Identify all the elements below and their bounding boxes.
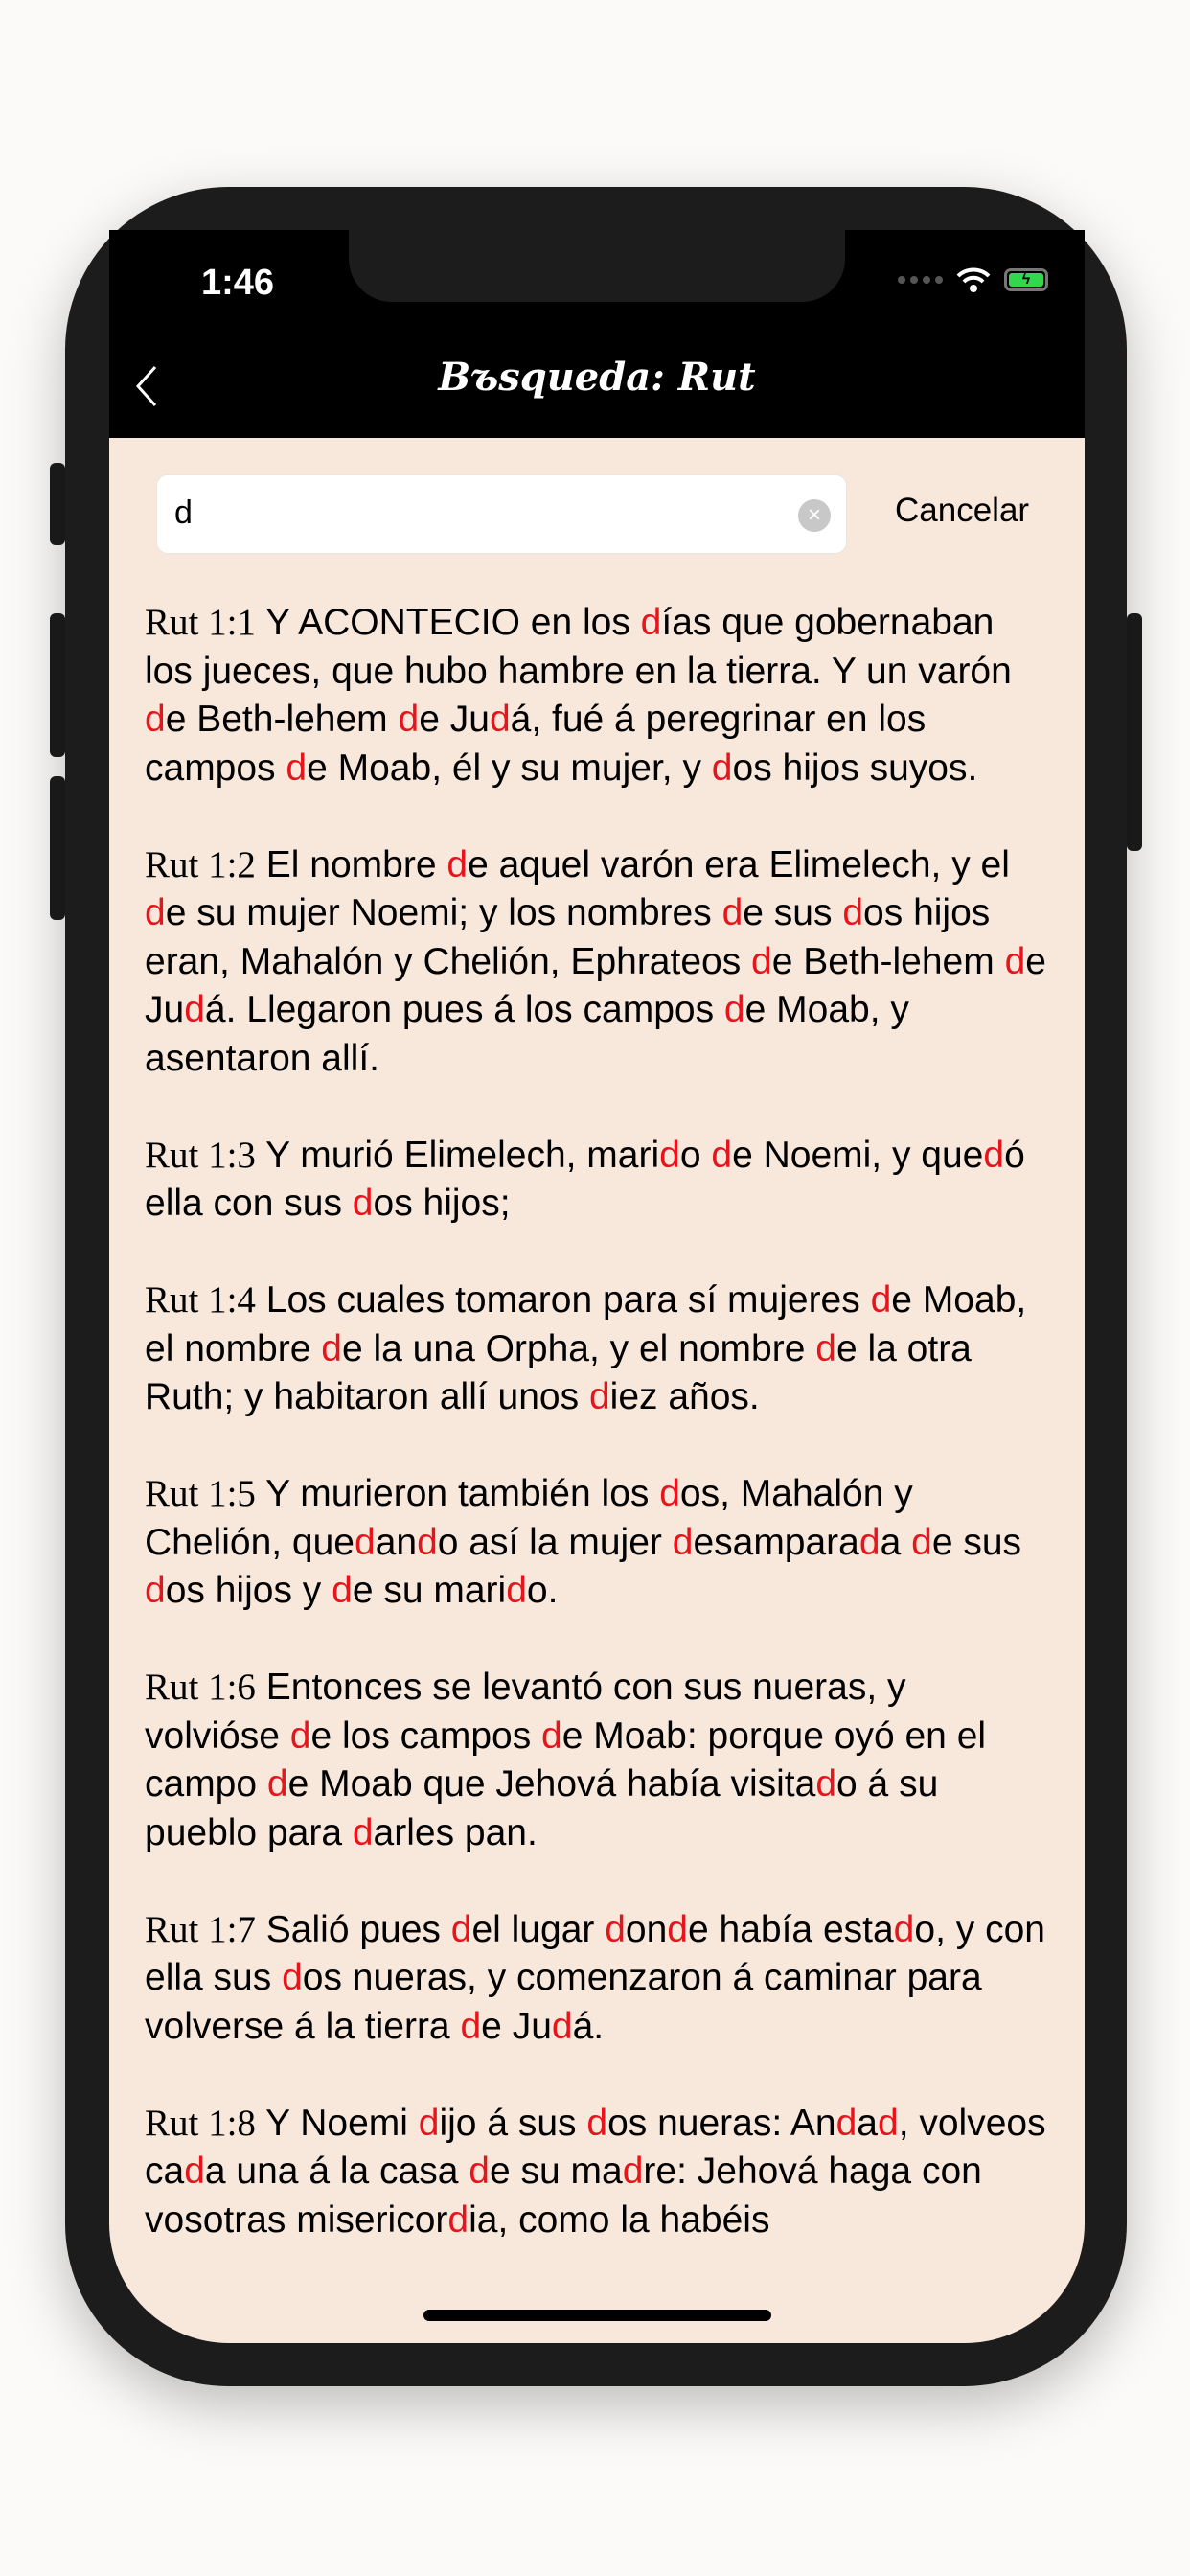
- search-match-highlight: d: [815, 1763, 837, 1805]
- search-match-highlight: d: [672, 1521, 694, 1563]
- verse-result[interactable]: [145, 1906, 1050, 2052]
- battery-charging-icon: ϟ: [1004, 268, 1048, 291]
- verse-reference: Rut 1:6: [145, 1667, 256, 1708]
- verse-reference: Rut 1:1: [145, 602, 256, 643]
- search-match-highlight: d: [282, 1957, 303, 1998]
- search-match-highlight: d: [723, 989, 745, 1030]
- search-match-highlight: d: [1004, 940, 1026, 982]
- search-bar: [156, 474, 1057, 554]
- search-results-list[interactable]: [145, 599, 1050, 2241]
- search-match-highlight: d: [586, 2102, 608, 2144]
- verse-result[interactable]: [145, 841, 1050, 1084]
- silent-switch: [50, 463, 65, 545]
- verse-result[interactable]: [145, 1132, 1050, 1229]
- search-match-highlight: d: [489, 699, 511, 740]
- search-match-highlight: d: [355, 1521, 376, 1563]
- search-match-highlight: d: [911, 1521, 932, 1563]
- search-match-highlight: d: [640, 602, 662, 643]
- verse-result[interactable]: [145, 1664, 1050, 1857]
- search-input[interactable]: [156, 474, 847, 554]
- search-match-highlight: d: [983, 1134, 1005, 1176]
- search-match-highlight: d: [460, 2005, 482, 2047]
- status-time: 1:46: [201, 263, 275, 303]
- screen: [109, 230, 1085, 2343]
- verse-text: El nombre de aquel varón era Elimelech, y el de su mujer Noemi; y los nombres de sus dos hijos eran, Mahalón y Chelión, Ephrateos de Beth-lehem de Judá. Llegaron pues á los campos de Moab, y asentaron allí.: [145, 843, 1046, 1079]
- search-match-highlight: d: [321, 1327, 342, 1369]
- search-match-highlight: d: [659, 1134, 680, 1176]
- search-match-highlight: d: [145, 1570, 166, 1611]
- verse-result[interactable]: [145, 1276, 1050, 1422]
- search-match-highlight: d: [842, 892, 864, 933]
- search-match-highlight: d: [352, 1811, 374, 1853]
- verse-text: Y Noemi dijo á sus dos nueras: Andad, volveos cada una á la casa de su madre: Jehová haga con vosotras misericordia, como la habéis: [145, 2102, 1046, 2241]
- wifi-icon: [956, 266, 991, 293]
- verse-reference: Rut 1:5: [145, 1473, 256, 1514]
- search-match-highlight: d: [398, 699, 420, 740]
- status-icons: [898, 266, 1048, 293]
- search-match-highlight: d: [870, 1279, 892, 1321]
- search-match-highlight: d: [551, 2005, 573, 2047]
- search-match-highlight: d: [266, 1763, 288, 1805]
- search-match-highlight: d: [815, 1327, 836, 1369]
- verse-text: Los cuales tomaron para sí mujeres de Moab, el nombre de la una Orpha, y el nombre de la otra Ruth; y habitaron allí unos diez años.: [145, 1279, 1027, 1417]
- search-match-highlight: d: [588, 1376, 610, 1417]
- verse-reference: Rut 1:3: [145, 1134, 256, 1176]
- search-match-highlight: d: [286, 747, 308, 789]
- search-match-highlight: d: [417, 1521, 438, 1563]
- verse-text: Entonces se levantó con sus nueras, y volvióse de los campos de Moab: porque oyó en el campo de Moab que Jehová había visitado á su pueblo para darles pan.: [145, 1667, 987, 1853]
- search-match-highlight: d: [184, 2150, 205, 2192]
- verse-text: Salió pues del lugar donde había estado, y con ella sus dos nueras, y comenzaron á caminar para volverse á la tierra de Judá.: [145, 1908, 1045, 2047]
- search-match-highlight: d: [447, 2198, 469, 2241]
- search-match-highlight: d: [418, 2102, 440, 2144]
- navigation-bar: [109, 230, 1085, 438]
- search-match-highlight: d: [751, 940, 772, 982]
- search-match-highlight: d: [877, 2102, 899, 2144]
- verse-reference: Rut 1:2: [145, 843, 256, 886]
- search-match-highlight: d: [667, 1908, 688, 1950]
- search-match-highlight: d: [184, 989, 205, 1030]
- verse-result[interactable]: [145, 1470, 1050, 1616]
- volume-down-button: [50, 776, 65, 920]
- home-indicator[interactable]: [423, 2310, 771, 2321]
- page-title: Bъsqueda: Rut: [438, 355, 756, 400]
- search-match-highlight: d: [858, 1521, 881, 1563]
- search-match-highlight: d: [835, 2102, 858, 2144]
- search-match-highlight: d: [289, 1714, 311, 1757]
- search-match-highlight: d: [145, 892, 166, 933]
- search-match-highlight: d: [622, 2150, 644, 2192]
- search-input-value[interactable]: d: [174, 494, 193, 531]
- verse-text: Y ACONTECIO en los días que gobernaban los jueces, que hubo hambre en la tierra. Y un varón de Beth-lehem de Judá, fué á peregrinar en los campos de Moab, él y su mujer, y dos hijos suyos.: [145, 602, 1012, 789]
- notch: [349, 230, 845, 302]
- search-match-highlight: d: [450, 1908, 472, 1950]
- cancel-button[interactable]: Cancelar: [895, 492, 1030, 529]
- verse-result[interactable]: [145, 599, 1050, 793]
- search-match-highlight: d: [605, 1908, 626, 1950]
- search-match-highlight: d: [332, 1570, 353, 1611]
- signal-icon: [898, 276, 943, 284]
- search-match-highlight: d: [541, 1714, 562, 1757]
- search-match-highlight: d: [506, 1570, 527, 1611]
- search-match-highlight: d: [711, 1134, 733, 1176]
- search-match-highlight: d: [711, 747, 733, 789]
- search-match-highlight: d: [352, 1183, 374, 1224]
- search-match-highlight: d: [659, 1473, 680, 1514]
- verse-reference: Rut 1:4: [145, 1279, 256, 1321]
- search-match-highlight: d: [446, 843, 469, 886]
- search-match-highlight: d: [469, 2150, 490, 2192]
- search-match-highlight: d: [721, 892, 744, 933]
- volume-up-button: [50, 613, 65, 757]
- verse-reference: Rut 1:7: [145, 1908, 256, 1950]
- clear-search-icon[interactable]: ×: [798, 499, 831, 532]
- power-button: [1127, 613, 1142, 851]
- verse-result[interactable]: [145, 2100, 1050, 2245]
- verse-reference: Rut 1:8: [145, 2102, 256, 2144]
- verse-text: Y murieron también los dos, Mahalón y Chelión, quedando así la mujer desamparada de sus dos hijos y de su marido.: [145, 1473, 1022, 1611]
- search-match-highlight: d: [893, 1908, 915, 1950]
- verse-text: Y murió Elimelech, marido de Noemi, y quedó ella con sus dos hijos;: [145, 1134, 1025, 1224]
- search-match-highlight: d: [145, 699, 166, 740]
